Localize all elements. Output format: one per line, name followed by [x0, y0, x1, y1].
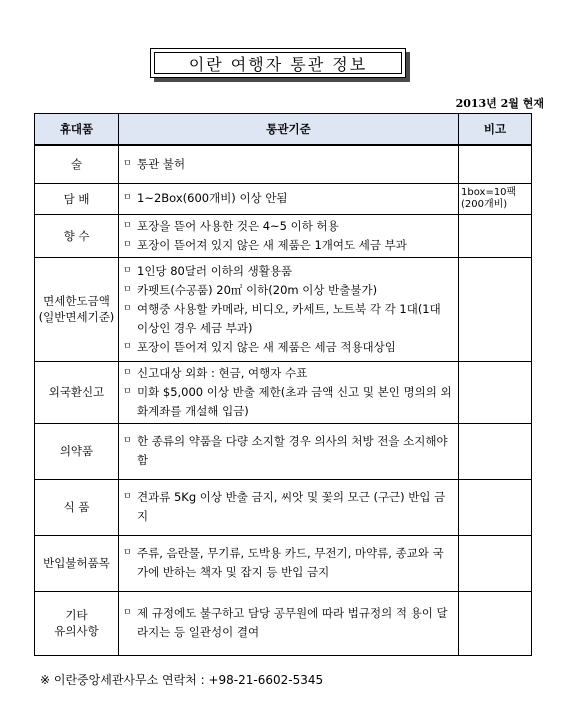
standard-item-text: 1~2Box(600개비) 이상 안됨 — [137, 191, 288, 205]
standard-item — [123, 604, 454, 642]
standard-item-text: 주류, 음란물, 무기류, 도박용 카드, 무전기, 마약류, 종교와 국가에 반하는 책자 및 잡지 등 반입 금지 — [137, 546, 444, 579]
standard-item — [123, 383, 454, 421]
row-standard — [119, 257, 459, 361]
standard-item-text: 카펫트(수공품) 20㎡ 이하(20m 이상 반출불가) — [137, 282, 378, 297]
table-row — [35, 214, 532, 257]
standard-item — [123, 432, 454, 470]
bullet-icon: ㅁ — [123, 436, 132, 446]
bullet-icon: ㅁ — [123, 386, 132, 397]
row-standard — [119, 361, 459, 423]
bullet-icon: ㅁ — [123, 608, 132, 618]
standard-item — [123, 236, 454, 255]
standard-item — [123, 364, 454, 383]
table-row — [35, 535, 532, 591]
row-note — [459, 257, 532, 361]
row-note: 1box=10팩(200개비) — [459, 183, 532, 214]
header-note: 비고 — [459, 114, 532, 146]
row-category: 담 배 — [35, 183, 119, 214]
bullet-icon: ㅁ — [123, 193, 132, 203]
standard-item-text: 한 종류의 약품을 다량 소지할 경우 의사의 처방 전을 소지해야 함 — [137, 434, 448, 467]
row-note — [459, 145, 532, 183]
table-row — [35, 183, 532, 214]
table-row — [35, 423, 532, 479]
row-category: 기타 유의사항 — [35, 591, 119, 655]
row-note — [459, 535, 532, 591]
customs-table — [34, 113, 532, 656]
standard-item — [123, 155, 454, 174]
header-item: 휴대품 — [35, 114, 119, 146]
row-standard — [119, 591, 459, 655]
bullet-icon: ㅁ — [123, 367, 132, 378]
table-row — [35, 361, 532, 423]
header-standard: 통관기준 — [119, 114, 459, 146]
row-category: 면세한도금액 (일반면세기준) — [35, 257, 119, 361]
standard-item — [123, 281, 454, 300]
row-standard — [119, 423, 459, 479]
standard-item — [123, 488, 454, 526]
bullet-icon: ㅁ — [123, 220, 132, 231]
bullet-icon: ㅁ — [123, 284, 132, 295]
row-standard — [119, 535, 459, 591]
bullet-icon: ㅁ — [123, 341, 132, 352]
table-row — [35, 479, 532, 535]
row-category: 식 품 — [35, 479, 119, 535]
standard-item — [123, 189, 454, 208]
row-standard — [119, 145, 459, 183]
standard-item-text: 통관 불허 — [137, 156, 186, 171]
standard-item-text: 미화 $5,000 이상 반출 제한(초과 금액 신고 및 본인 명의의 외화계좌를 개설해 입금) — [137, 384, 452, 418]
bullet-icon: ㅁ — [123, 303, 132, 314]
row-category: 술 — [35, 145, 119, 183]
row-standard — [119, 183, 459, 214]
contact-footer: ※ 이란중앙세관사무소 연락처 : +98-21-6602-5345 — [40, 673, 324, 687]
standard-item-text: 1인당 80달러 이하의 생활용품 — [137, 263, 293, 278]
standard-item-text: 견과류 5Kg 이상 반출 금지, 씨앗 및 꽃의 모근 (구근) 반입 금지 — [137, 490, 446, 523]
row-note — [459, 423, 532, 479]
standard-item-text: 여행중 사용할 카메라, 비디오, 카세트, 노트북 각 각 1대(1대 이상인 경우 세금 부과) — [137, 301, 441, 335]
title-box — [150, 48, 406, 78]
row-standard — [119, 214, 459, 257]
standard-item-text: 포장이 뜯어져 있지 않은 새 제품은 세금 적용대상임 — [137, 339, 396, 354]
standard-item-text: 포장을 뜯어 사용한 것은 4~5 이하 허용 — [137, 218, 339, 233]
standard-item — [123, 262, 454, 281]
row-category: 반입불허품목 — [35, 535, 119, 591]
page-title: 이란 여행자 통관 정보 — [188, 54, 368, 74]
title-block — [150, 48, 412, 84]
standard-item-text: 신고대상 외화 : 현금, 여행자 수표 — [137, 365, 308, 380]
standard-item — [123, 300, 454, 338]
bullet-icon: ㅁ — [123, 158, 132, 169]
table-row — [35, 257, 532, 361]
date-label: 2013년 2월 현재 — [455, 97, 544, 110]
row-note — [459, 361, 532, 423]
row-category: 향 수 — [35, 214, 119, 257]
bullet-icon: ㅁ — [123, 548, 132, 558]
row-category: 의약품 — [35, 423, 119, 479]
standard-item-text: 제 규정에도 불구하고 담당 공무원에 따라 법규정의 적 용이 달라지는 등 일관성이 결여 — [137, 606, 448, 639]
bullet-icon: ㅁ — [123, 492, 132, 502]
header-row — [35, 114, 532, 146]
row-note — [459, 214, 532, 257]
standard-item-text: 포장이 뜯어져 있지 않은 새 제품은 1개여도 세금 부과 — [137, 237, 407, 252]
bullet-icon: ㅁ — [123, 265, 132, 276]
row-note — [459, 591, 532, 655]
table-row — [35, 591, 532, 655]
standard-item — [123, 217, 454, 236]
standard-item — [123, 544, 454, 582]
row-note — [459, 479, 532, 535]
bullet-icon: ㅁ — [123, 239, 132, 250]
table-row — [35, 145, 532, 183]
row-standard — [119, 479, 459, 535]
row-category: 외국환신고 — [35, 361, 119, 423]
standard-item — [123, 338, 454, 357]
